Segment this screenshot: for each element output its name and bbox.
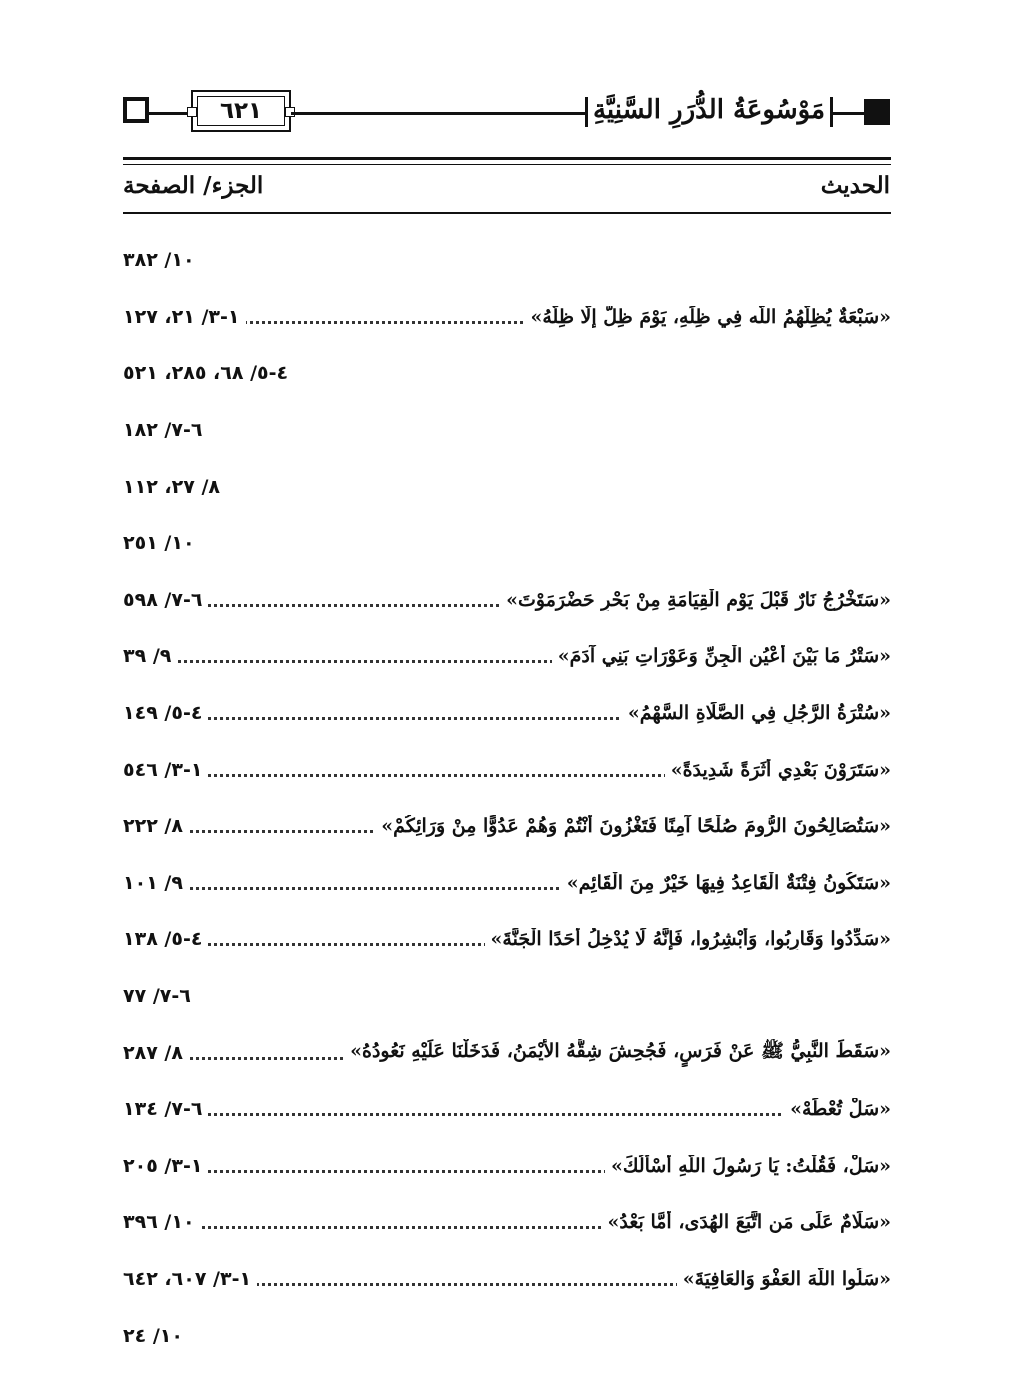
- index-entry: [123, 855, 891, 912]
- index-entry: [123, 798, 891, 855]
- index-entry: [123, 1081, 891, 1138]
- reference-numbers: ١٠/ ٣٨٢: [123, 249, 195, 272]
- reference-numbers: ٦-٧/ ١٣٤: [123, 1098, 208, 1120]
- title-bracket-left: [585, 97, 588, 127]
- site-title: مَوْسُوعَةُ الدُّرَرِ السَّنِيَّةِ: [592, 95, 825, 125]
- hadith-text: «سَدِّدُوا وَقَارِبُوا، وَأَبْشِرُوا، فَإِنَّهُ لَا يُدْخِلُ أَحَدًا الْجَنَّةَ»: [485, 928, 891, 950]
- reference-numbers: ٨/ ٢٨٧: [123, 1042, 189, 1064]
- leader-dots: [123, 1113, 891, 1116]
- reference-numbers: ١-٣/ ٥٤٦: [123, 759, 208, 781]
- index-entry-continuation: [123, 402, 891, 459]
- header-line-right: [833, 112, 864, 115]
- index-entry-continuation: [123, 458, 891, 515]
- page-number-frame: [191, 90, 291, 132]
- reference-numbers: ٨/ ٢٧، ١١٢: [123, 475, 221, 498]
- page-header: [0, 0, 1015, 160]
- header-line-middle: [291, 112, 586, 115]
- reference-numbers: ٩/ ٣٩: [123, 645, 177, 667]
- index-entries: [123, 232, 891, 1364]
- index-entry: [123, 1138, 891, 1195]
- index-entry: [123, 1194, 891, 1251]
- ornament-square-left: [123, 97, 149, 123]
- hadith-text: «سَتَرَوْنَ بَعْدِي أَثَرَةً شَدِيدَةً»: [665, 759, 891, 781]
- index-entry-continuation: [123, 345, 891, 402]
- hadith-text: «سُتْرَةُ الرَّجُلِ فِي الصَّلَاةِ السَّهْمُ»: [622, 702, 891, 724]
- hadith-text: «سَتْرُ مَا بَيْنَ أَعْيُنِ الْجِنِّ وَعَوْرَاتِ بَنِي آدَمَ»: [552, 645, 891, 667]
- reference-numbers: ٤-٥/ ١٣٨: [123, 928, 208, 950]
- index-entry: [123, 628, 891, 685]
- hadith-text: «سَلْ تُعْطَهْ»: [784, 1098, 891, 1120]
- reference-numbers: ٦-٧/ ٥٩٨: [123, 589, 208, 611]
- reference-numbers: ١٠/ ٢٤: [123, 1324, 183, 1347]
- reference-numbers: ٦-٧/ ٧٧: [123, 985, 191, 1008]
- hadith-text: «سَلَامٌ عَلَى مَنِ اتَّبَعَ الهُدَى، أَمَّا بَعْدُ»: [602, 1211, 891, 1233]
- reference-numbers: ٤-٥/ ١٤٩: [123, 702, 208, 724]
- reference-numbers: ٨/ ٢٢٢: [123, 815, 189, 837]
- hadith-text: «سَلُوا اللَّهَ العَفْوَ وَالعَافِيَةَ»: [677, 1268, 891, 1290]
- reference-numbers: ١٠/ ٢٥١: [123, 532, 195, 555]
- index-entry-continuation: [123, 1307, 891, 1364]
- index-entry-continuation: [123, 515, 891, 572]
- index-entry: [123, 1251, 891, 1308]
- index-entry: [123, 741, 891, 798]
- index-entry-continuation: [123, 232, 891, 289]
- column-header-reference: الجزء/ الصفحة: [123, 172, 264, 199]
- hadith-text: «سَقَطَ النَّبِيُّ ﷺ عَنْ فَرَسٍ، فَجُحِشَ شِقُّهُ الأَيْمَنُ، فَدَخَلْنَا عَلَيْهِ نَعُودُهُ»: [344, 1039, 891, 1067]
- reference-numbers: ١٠/ ٣٩٦: [123, 1211, 201, 1233]
- index-entry: [123, 572, 891, 629]
- page-number: ٦٢١: [219, 98, 263, 124]
- header-line-left: [149, 112, 191, 115]
- column-header-hadith: الحديث: [820, 172, 890, 199]
- header-rule-thin: [123, 164, 891, 165]
- index-entry: [123, 911, 891, 968]
- hadith-text: «سَبْعَةٌ يُظِلُّهُمُ اللَّه فِي ظِلِّهِ، يَوْمَ ظِلَّ إِلَّا ظِلُّهُ»: [524, 306, 891, 328]
- reference-numbers: ١-٣/ ٢١، ١٢٧: [123, 306, 246, 328]
- hadith-text: «سَتَخْرُجُ نَارٌ قَبْلَ يَوْمِ الْقِيَامَةِ مِنْ بَحْرِ حَضْرَمَوْتَ»: [500, 589, 891, 611]
- reference-numbers: ١-٣/ ٦٠٧، ٦٤٢: [123, 1268, 257, 1290]
- column-header-rule: [123, 212, 891, 214]
- index-entry: [123, 685, 891, 742]
- reference-numbers: ٦-٧/ ١٨٢: [123, 419, 203, 442]
- ornament-square-right: [864, 99, 890, 125]
- reference-numbers: ١-٣/ ٢٠٥: [123, 1155, 208, 1177]
- hadith-text: «سَتَكُونُ فِتْنَةٌ الْقَاعِدُ فِيهَا خَيْرٌ مِنَ الْقَائِمِ»: [561, 872, 891, 894]
- hadith-text: «سَلْ، فَقُلْتُ: يَا رَسُولَ اللَّهِ أَسْأَلُكَ»: [605, 1155, 891, 1177]
- index-entry: [123, 1024, 891, 1081]
- reference-numbers: ٩/ ١٠١: [123, 872, 189, 894]
- hadith-text: «سَتُصَالِحُونَ الرُّومَ صُلْحًا آمِنًا فَتَغْزُونَ أَنْتُمْ وَهُمْ عَدُوًّا مِنْ وَرَائِكُمْ»: [375, 815, 891, 837]
- index-entry-continuation: [123, 968, 891, 1025]
- header-rule-thick: [123, 157, 891, 160]
- reference-numbers: ٤-٥/ ٦٨، ٢٨٥، ٥٢١: [123, 362, 289, 385]
- index-entry: [123, 289, 891, 346]
